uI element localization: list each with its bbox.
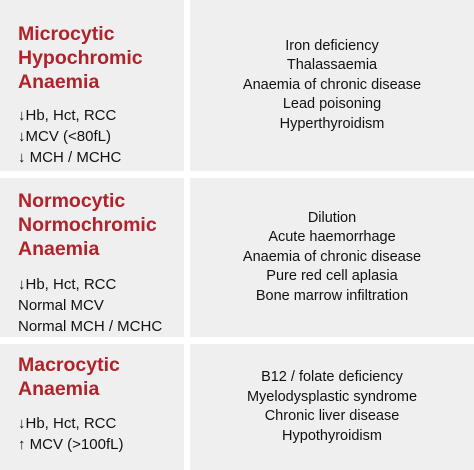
classification-cell	[0, 0, 184, 171]
classification-cell	[0, 344, 184, 470]
title-line: Macrocytic	[18, 354, 120, 376]
title-line: Normochromic	[18, 214, 157, 236]
cause-item: Chronic liver disease	[264, 408, 400, 424]
cause-item: Myelodysplastic syndrome	[246, 388, 418, 405]
title-line: Normocytic	[18, 190, 126, 212]
parameter-line: Normal MCH / MCHC	[18, 318, 163, 335]
title-line: Hypochromic	[18, 47, 143, 69]
title-line: Anaemia	[18, 378, 100, 400]
cause-item: Iron deficiency	[285, 37, 379, 54]
title-line: Anaemia	[18, 238, 100, 260]
cause-item: Thalassaemia	[286, 57, 378, 74]
title-line: Microcytic	[18, 23, 115, 45]
cause-item: Hyperthyroidism	[279, 115, 385, 132]
parameter-line: ↓Hb, Hct, RCC	[18, 276, 117, 293]
table-row-macrocytic	[0, 344, 474, 470]
lab-parameters	[18, 105, 184, 168]
cause-item: B12 / folate deficiency	[261, 369, 403, 385]
lab-parameters	[18, 413, 184, 455]
causes-cell	[190, 178, 474, 337]
parameter-line: ↓ MCH / MCHC	[18, 149, 122, 166]
title-line: Anaemia	[18, 71, 100, 93]
parameter-line: ↑ MCV (>100fL)	[18, 436, 124, 453]
cause-item: Hypothyroidism	[282, 427, 382, 444]
parameter-line: ↓Hb, Hct, RCC	[18, 107, 117, 124]
classification-title	[18, 189, 184, 261]
cause-item: Anaemia of chronic disease	[242, 76, 422, 93]
cause-item: Pure red cell aplasia	[266, 268, 398, 285]
lab-parameters	[18, 274, 184, 337]
cause-item: Bone marrow infiltration	[255, 287, 409, 304]
classification-title	[18, 22, 184, 94]
parameter-line: ↓MCV (<80fL)	[18, 128, 111, 145]
table-row-microcytic	[0, 0, 474, 171]
table-row-normocytic	[0, 178, 474, 337]
parameter-line: ↓Hb, Hct, RCC	[18, 415, 117, 432]
parameter-line: Normal MCV	[18, 297, 104, 314]
causes-cell	[190, 344, 474, 470]
cause-item: Dilution	[307, 209, 357, 226]
classification-title	[18, 353, 184, 401]
causes-cell	[190, 0, 474, 171]
cause-item: Anaemia of chronic disease	[242, 248, 422, 265]
classification-cell	[0, 178, 184, 337]
cause-item: Lead poisoning	[282, 96, 382, 113]
cause-item: Acute haemorrhage	[268, 229, 396, 246]
